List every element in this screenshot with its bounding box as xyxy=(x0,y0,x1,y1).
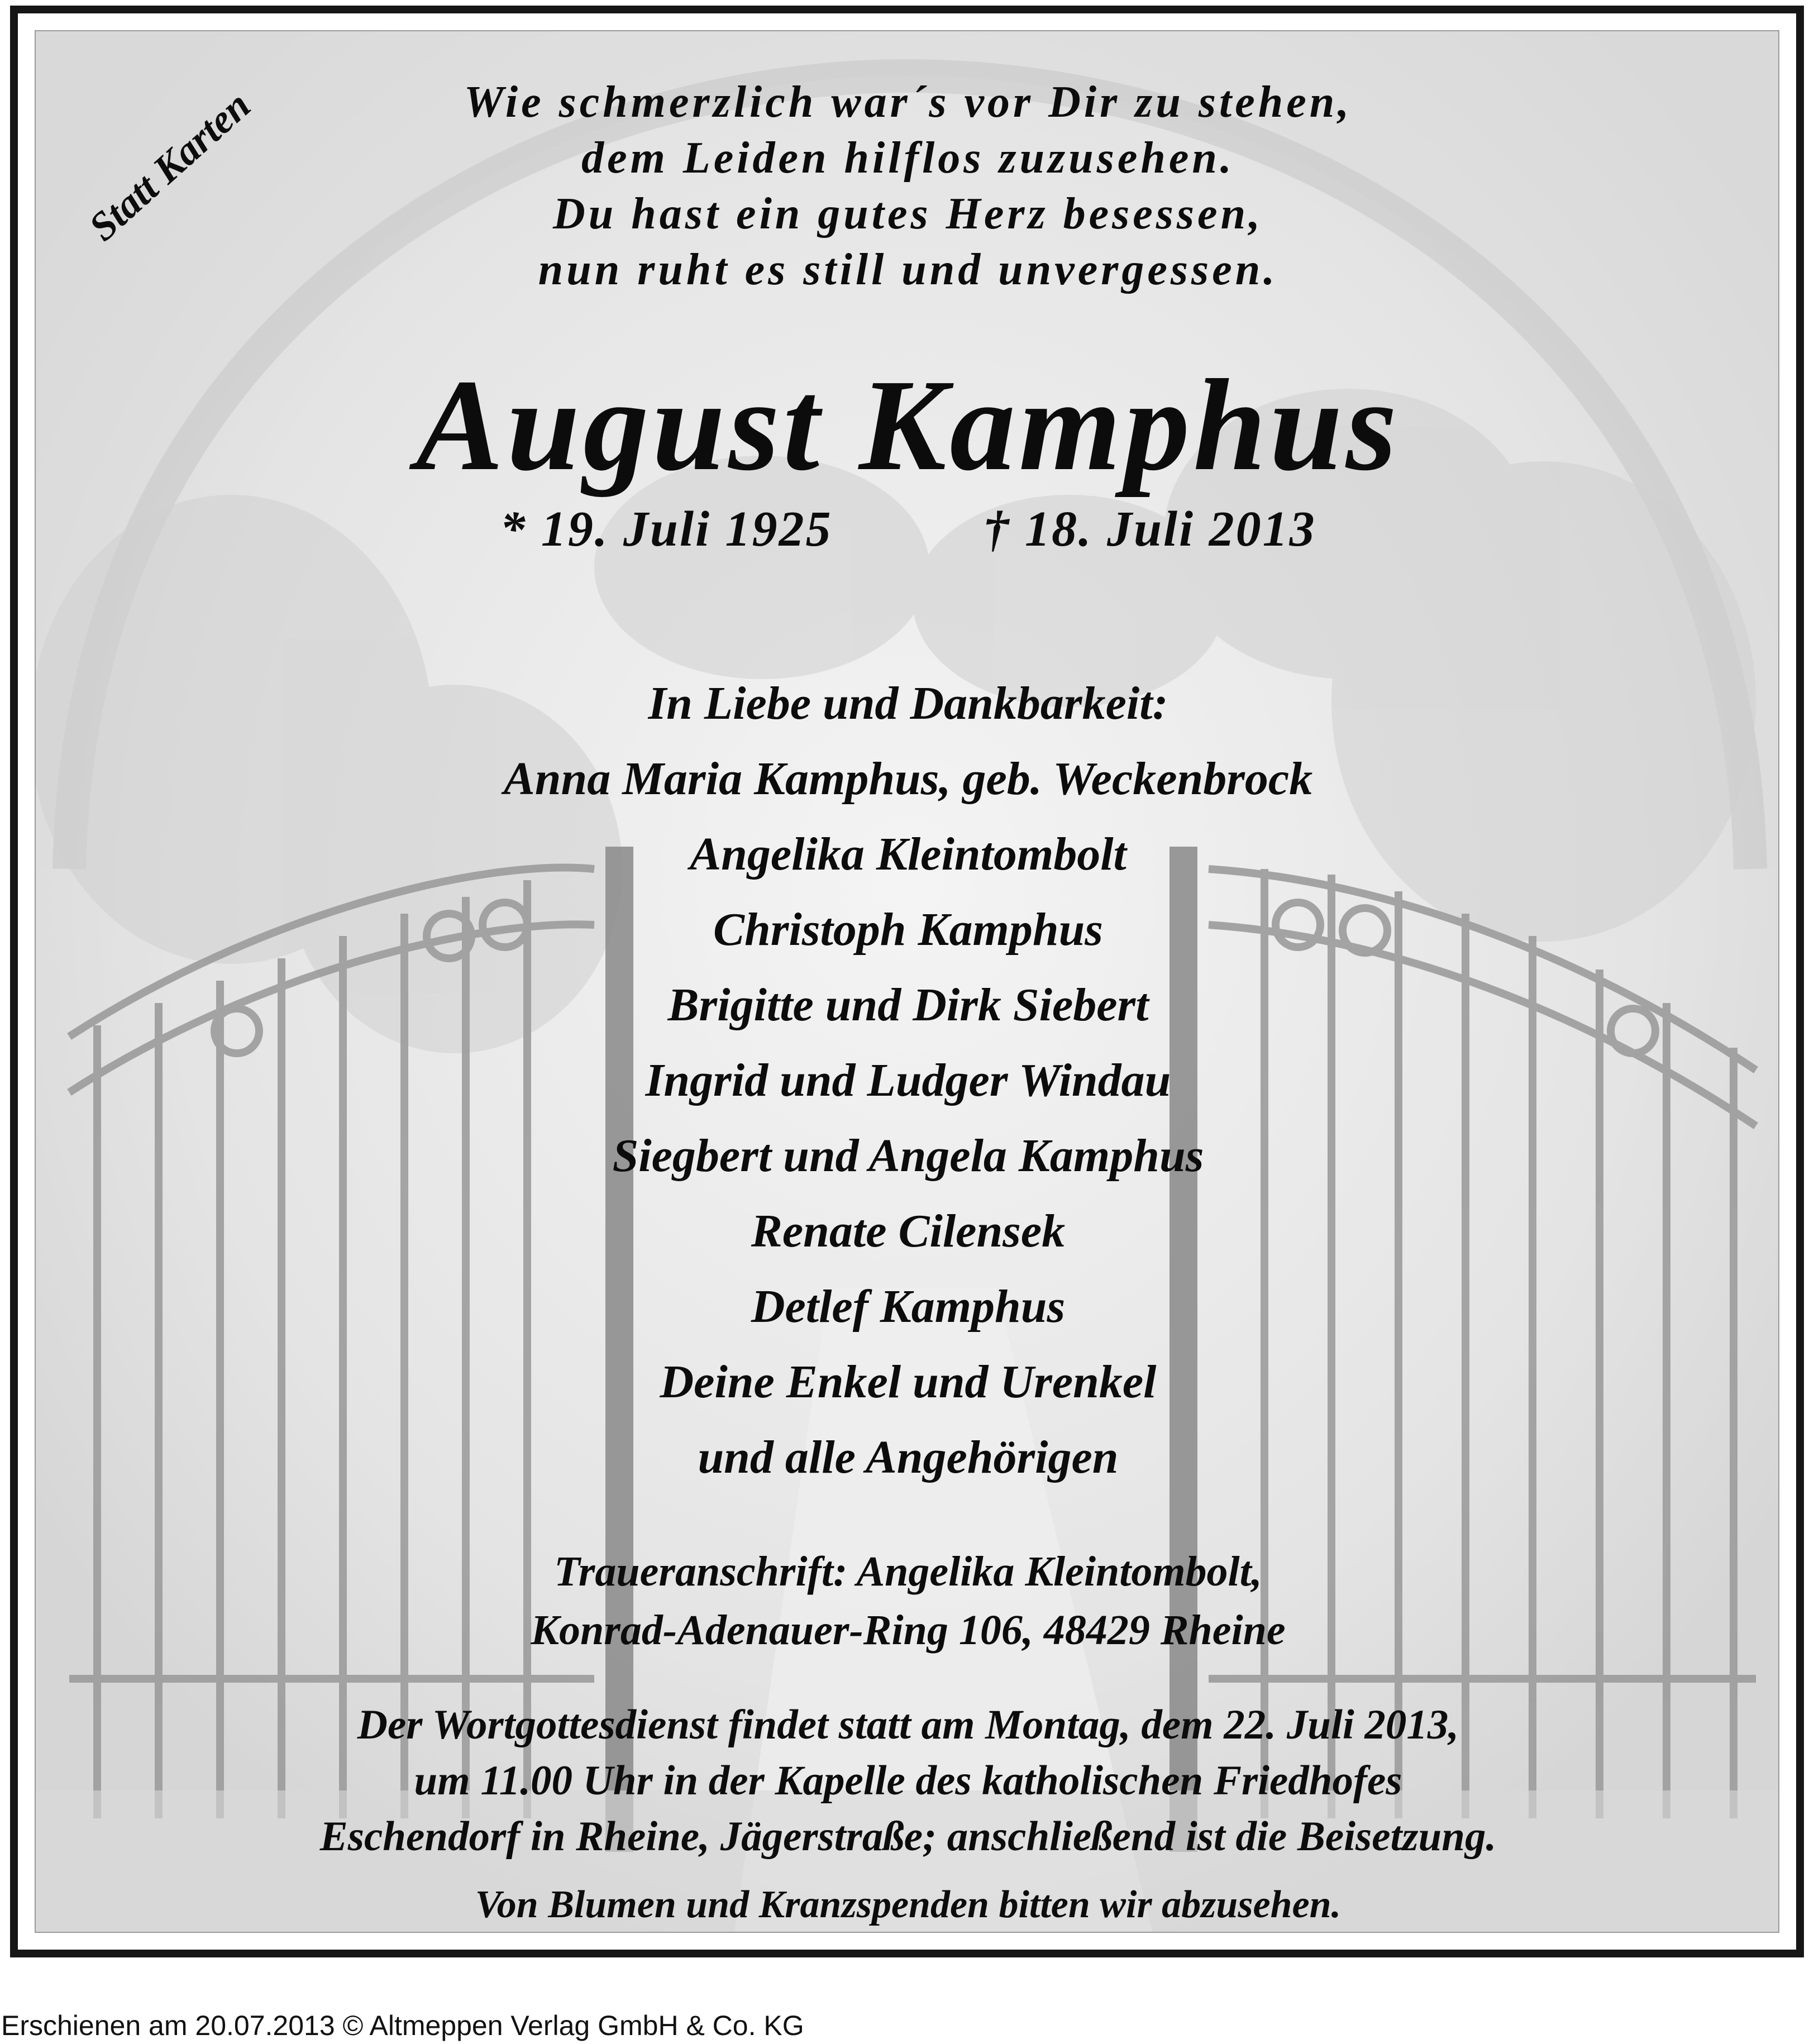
mourner-line: Angelika Kleintombolt xyxy=(690,828,1126,880)
mourning-address-line: Traueranschrift: Angelika Kleintombolt, xyxy=(554,1548,1262,1595)
mourner-line: Brigitte und Dirk Siebert xyxy=(667,979,1149,1031)
mourner-line: Renate Cilensek xyxy=(751,1205,1066,1257)
life-dates xyxy=(36,500,1779,558)
mourner-line: Anna Maria Kamphus, geb. Weckenbrock xyxy=(503,753,1313,805)
mourners-heading: In Liebe und Dankbarkeit: xyxy=(648,677,1168,729)
publication-footer: Erschienen am 20.07.2013 © Altmeppen Verlag GmbH & Co. KG xyxy=(1,2010,804,2041)
mourner-line: Ingrid und Ludger Windau xyxy=(645,1054,1171,1106)
obituary-notice xyxy=(10,6,1804,1957)
poem-line: Wie schmerzlich war´s vor Dir zu stehen, xyxy=(464,78,1353,127)
funeral-service-line: Der Wortgottesdienst findet statt am Montag, dem 22. Juli 2013, xyxy=(357,1702,1459,1748)
mourning-address-line: Konrad-Adenauer-Ring 106, 48429 Rheine xyxy=(531,1607,1286,1654)
mourner-line: Christoph Kamphus xyxy=(713,904,1103,956)
birth-date: * 19. Juli 1925 xyxy=(500,502,833,557)
mourner-line: Deine Enkel und Urenkel xyxy=(660,1356,1157,1408)
funeral-service-line: Eschendorf in Rheine, Jägerstraße; anschließend ist die Beisetzung. xyxy=(319,1813,1497,1860)
flowers-note: Von Blumen und Kranzspenden bitten wir abzusehen. xyxy=(475,1883,1342,1926)
death-date: † 18. Juli 2013 xyxy=(984,502,1316,557)
poem-line: nun ruht es still und unvergessen. xyxy=(538,245,1278,294)
poem-line: Du hast ein gutes Herz besessen, xyxy=(552,189,1264,238)
mourner-line: Siegbert und Angela Kamphus xyxy=(612,1130,1204,1182)
notice-inner-frame xyxy=(35,30,1779,1933)
funeral-service-line: um 11.00 Uhr in der Kapelle des katholischen Friedhofes xyxy=(414,1758,1402,1804)
mourner-line: und alle Angehörigen xyxy=(698,1431,1119,1483)
poem-line: dem Leiden hilflos zuzusehen. xyxy=(581,133,1235,183)
mourner-line: Detlef Kamphus xyxy=(751,1281,1066,1333)
deceased-name: August Kamphus xyxy=(416,352,1401,498)
statt-karten-stamp: Statt Karten xyxy=(80,82,259,250)
